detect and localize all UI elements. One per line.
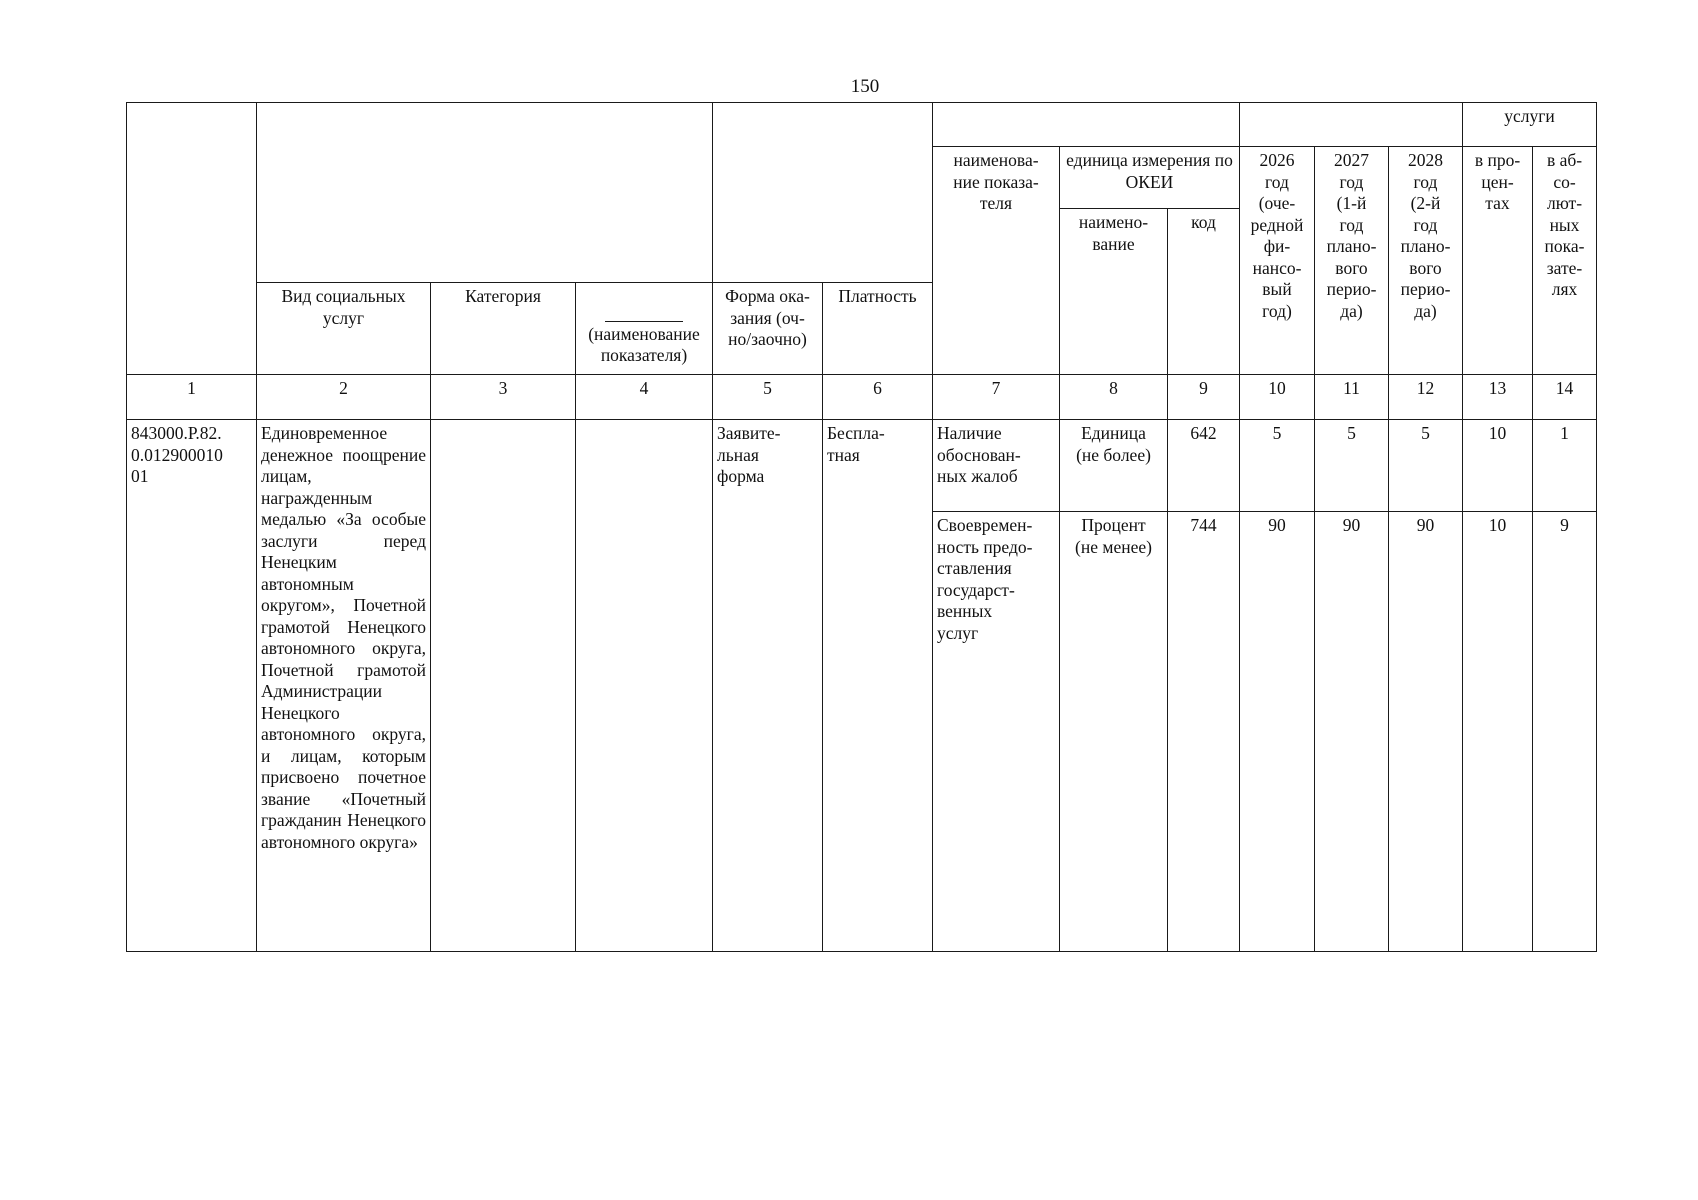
header-indicator-name: наименова- ние показа- теля — [933, 147, 1060, 375]
colnum-10: 10 — [1240, 375, 1315, 420]
header-unit-code: код — [1168, 209, 1240, 375]
deviation-absolute: 1 — [1533, 420, 1597, 512]
colnum-4: 4 — [576, 375, 713, 420]
header-2026: 2026 год (оче- редной фи- нансо- вый год) — [1240, 147, 1315, 375]
colnum-8: 8 — [1060, 375, 1168, 420]
header-payment: Платность — [823, 283, 933, 375]
value-2028: 5 — [1389, 420, 1463, 512]
column-numbers-row — [127, 375, 1597, 420]
category — [431, 420, 576, 952]
deviation-percent: 10 — [1463, 512, 1533, 952]
colnum-12: 12 — [1389, 375, 1463, 420]
header-values-group — [1240, 103, 1463, 147]
colnum-11: 11 — [1315, 375, 1389, 420]
header-content-group — [257, 103, 713, 283]
unit-name: Процент (не менее) — [1060, 512, 1168, 952]
header-2028: 2028 год (2-й год плано- вого перио- да) — [1389, 147, 1463, 375]
page-number: 150 — [850, 76, 880, 97]
service-type: Единовременное денежное поощрение лицам, награжденным медалью «За особые заслуги перед Ненецким автономным округом», Почетной грамотой Ненецкого автономного округа, Почетной грамотой Администрации Ненецкого автономного округа, и лицам, которым присвоено почетное звание «Почетный гражданин Ненецкого автономного округа» — [257, 420, 431, 952]
header-indicator-name-4: (наименование показателя) — [576, 283, 713, 375]
indicator-name: Своевремен- ность предо- ставления государст- венных услуг — [933, 512, 1060, 952]
header-2027: 2027 год (1-й год плано- вого перио- да) — [1315, 147, 1389, 375]
header-category: Категория — [431, 283, 576, 375]
indicator-name: Наличие обоснован- ных жалоб — [933, 420, 1060, 512]
colnum-7: 7 — [933, 375, 1060, 420]
header-percent: в про- цен- тах — [1463, 147, 1533, 375]
service-quality-table — [126, 102, 1597, 952]
header-col1 — [127, 103, 257, 375]
value-2028: 90 — [1389, 512, 1463, 952]
header-unit-name: наимено- вание — [1060, 209, 1168, 375]
payment: Беспла- тная — [823, 420, 933, 952]
colnum-13: 13 — [1463, 375, 1533, 420]
header-okei: единица измерения по ОКЕИ — [1060, 147, 1240, 209]
value-2026: 5 — [1240, 420, 1315, 512]
colnum-14: 14 — [1533, 375, 1597, 420]
indicator-4 — [576, 420, 713, 952]
header-absolute: в аб- со- лют- ных пока- зате- лях — [1533, 147, 1597, 375]
colnum-3: 3 — [431, 375, 576, 420]
blank-line — [605, 321, 683, 322]
deviation-percent: 10 — [1463, 420, 1533, 512]
header-row-1 — [127, 103, 1597, 147]
deviation-absolute: 9 — [1533, 512, 1597, 952]
service-form: Заявите- льная форма — [713, 420, 823, 952]
table-row — [127, 420, 1597, 512]
value-2027: 90 — [1315, 512, 1389, 952]
colnum-5: 5 — [713, 375, 823, 420]
header-indicator-group — [933, 103, 1240, 147]
header-service-type: Вид социальных услуг — [257, 283, 431, 375]
colnum-9: 9 — [1168, 375, 1240, 420]
colnum-2: 2 — [257, 375, 431, 420]
header-form: Форма ока- зания (оч- но/заочно) — [713, 283, 823, 375]
unit-name: Единица (не более) — [1060, 420, 1168, 512]
header-conditions-group — [713, 103, 933, 283]
header-uslugi: услуги — [1463, 103, 1597, 147]
value-2027: 5 — [1315, 420, 1389, 512]
value-2026: 90 — [1240, 512, 1315, 952]
colnum-1: 1 — [127, 375, 257, 420]
unit-code: 744 — [1168, 512, 1240, 952]
registry-code: 843000.Р.82. 0.012900010 01 — [127, 420, 257, 952]
unit-code: 642 — [1168, 420, 1240, 512]
colnum-6: 6 — [823, 375, 933, 420]
